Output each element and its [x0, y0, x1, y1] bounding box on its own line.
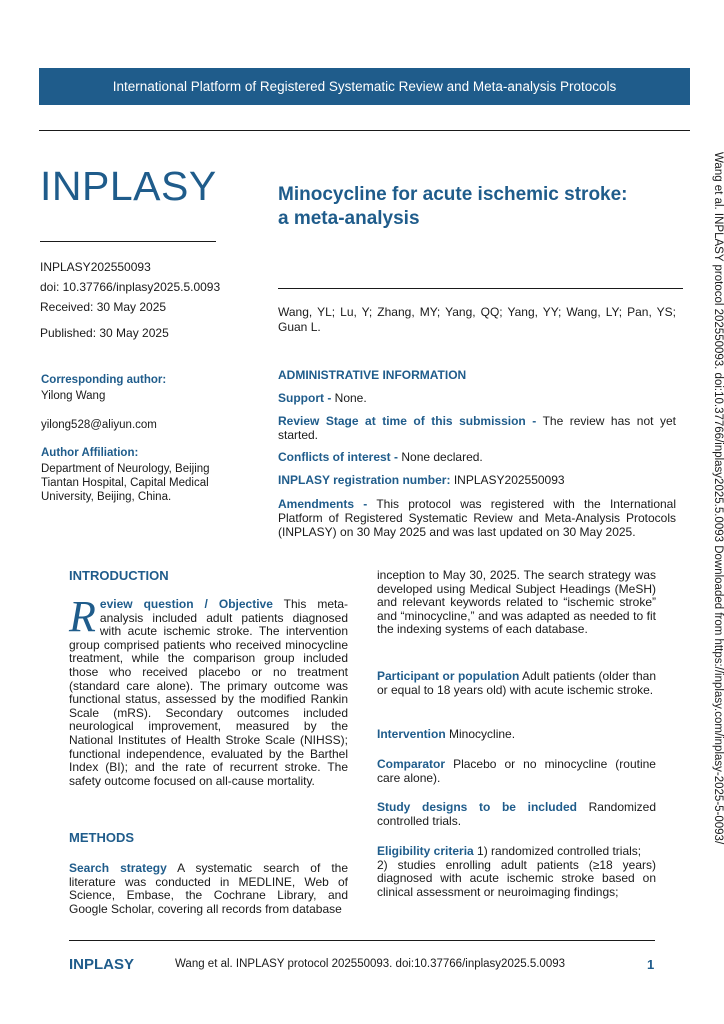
support-label: Support -	[278, 391, 332, 405]
search-strategy-paragraph	[69, 862, 348, 916]
title-rule	[278, 288, 683, 289]
affiliation-label: Author Affiliation:	[41, 447, 139, 459]
journal-banner	[39, 68, 690, 105]
review-question-text: This meta-analysis included adult patients diagnosed with acute ischemic stroke. The intervention group comprised patients who received minocycline treatment, while the comparison group included those who received placebo or no treatment (standard care alone). The primary outcome was functional status, assessed by the modified Rankin Scale (mRS). Secondary outcomes included neurological improvement, measured by the National Institutes of Health Stroke Scale (NIHSS); functional independence, evaluated by the Barthel Index (BI); and the rate of recurrent stroke. The safety outcome focused on all-cause mortality.	[69, 597, 348, 788]
reg-text: INPLASY202550093	[453, 473, 565, 487]
reg-label: INPLASY registration number:	[278, 473, 451, 487]
participant-label: Participant or population	[377, 669, 520, 683]
participant-paragraph	[377, 670, 656, 697]
received-date: Received: 30 May 2025	[40, 300, 167, 314]
admin-conflicts	[278, 450, 676, 464]
study-designs-text: Randomized controlled trials.	[377, 800, 656, 828]
title-line-1: Minocycline for acute ischemic stroke:	[278, 184, 628, 205]
introduction-heading: INTRODUCTION	[69, 568, 169, 583]
comparator-label: Comparator	[377, 757, 446, 771]
review-question-paragraph	[69, 592, 348, 788]
drop-cap: R	[69, 592, 96, 641]
banner-text: International Platform of Registered Systematic Review and Meta-analysis Protocols	[112, 79, 617, 94]
coi-label: Conflicts of interest -	[278, 450, 399, 464]
eligibility-line-1	[377, 845, 656, 859]
coi-text: None declared.	[401, 450, 483, 464]
intervention-text: Minocycline.	[449, 727, 516, 741]
amend-text: This protocol was registered with the International Platform of Registered Systematic Review and Meta-Analysis Protocols (INPLASY) on 30 May 2025 and was last updated on 30 May 2025.	[278, 497, 677, 539]
stage-label: Review Stage at time of this submission -	[278, 414, 537, 428]
search-strategy-label: Search strategy	[69, 861, 167, 875]
participant-text: Adult patients (older than or equal to 18 years old) with acute ischemic stroke.	[377, 669, 657, 697]
footer-citation: Wang et al. INPLASY protocol 202550093. doi:10.37766/inplasy2025.5.0093	[175, 958, 566, 970]
review-question-label: eview question / Objective	[99, 597, 273, 611]
methods-heading: METHODS	[69, 830, 134, 845]
comparator-text: Placebo or no minocycline (routine care alone).	[377, 757, 656, 785]
affiliation-text: Department of Neurology, Beijing Tiantan Hospital, Capital Medical University, Beijing, China.	[41, 463, 210, 503]
eligibility-label: Eligibility criteria	[377, 844, 474, 858]
admin-review-stage	[278, 414, 676, 442]
admin-support	[278, 391, 676, 405]
search-strategy-text: A systematic search of the literature was conducted in MEDLINE, Web of Science, Embase, the Cochrane Library, and Google Scholar, covering all records from database	[69, 861, 348, 916]
study-designs-paragraph	[377, 801, 656, 828]
eligibility-paragraph	[377, 845, 656, 899]
doi-text[interactable]: doi: 10.37766/inplasy2025.5.0093	[40, 280, 221, 294]
corresponding-author-label: Corresponding author:	[41, 374, 167, 386]
paper-title	[278, 183, 678, 231]
study-designs-label: Study designs to be included	[377, 800, 577, 814]
admin-amendments	[278, 497, 676, 539]
stage-text: The review has not yet started.	[278, 414, 676, 442]
corresponding-author-name: Yilong Wang	[41, 390, 106, 402]
amend-label: Amendments -	[278, 497, 368, 511]
intervention-label: Intervention	[377, 727, 446, 741]
search-strategy-continued: inception to May 30, 2025. The search strategy was developed using Medical Subject Headings (MeSH) and relevant keywords related to “ischemic stroke” and “minocycline,” and was adapted as needed to fit the indexing systems of each database.	[377, 568, 656, 637]
published-date: Published: 30 May 2025	[40, 326, 169, 340]
footer-rule	[69, 940, 655, 941]
admin-registration	[278, 473, 676, 487]
page-number: 1	[647, 957, 655, 972]
title-line-2: a meta-analysis	[278, 208, 420, 229]
header-rule	[39, 130, 690, 131]
registration-id: INPLASY202550093	[40, 260, 151, 274]
intervention-paragraph	[377, 728, 656, 742]
support-text: None.	[334, 391, 367, 405]
footer-brand: INPLASY	[69, 956, 135, 973]
vertical-download-notice: Wang et al. INPLASY protocol 202550093. doi:10.37766/inplasy2025.5.0093 Downloaded from https://inplasy.com/inplasy-2025-5-0093/	[712, 152, 724, 845]
eligibility-text-2: 2) studies enrolling adult patients (≥18 years) diagnosed with acute ischemic stroke based on clinical assessment or neuroimaging findings;	[377, 857, 656, 899]
comparator-paragraph	[377, 758, 656, 785]
author-list: Wang, YL; Lu, Y; Zhang, MY; Yang, QQ; Yang, YY; Wang, LY; Pan, YS; Guan L.	[278, 305, 676, 334]
brand-rule	[40, 241, 216, 242]
eligibility-text-1: 1) randomized controlled trials;	[477, 844, 642, 858]
author-email[interactable]: yilong528@aliyun.com	[41, 419, 157, 431]
brand-logo-text: INPLASY	[40, 163, 217, 209]
admin-heading: ADMINISTRATIVE INFORMATION	[278, 368, 467, 382]
